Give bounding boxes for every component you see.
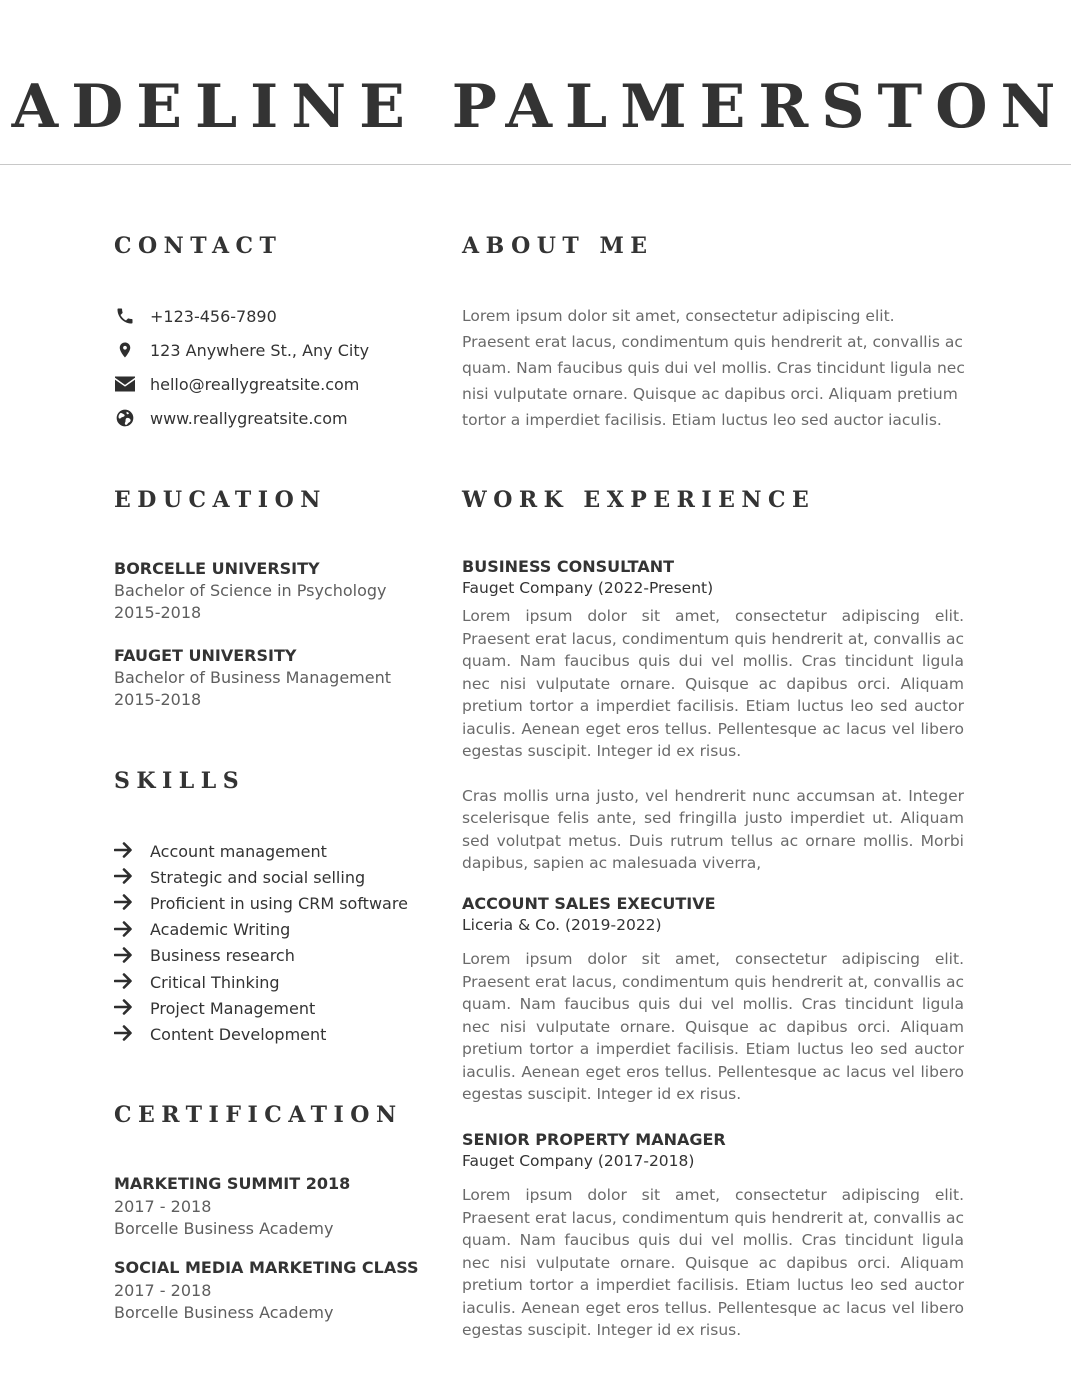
degree-text: Bachelor of Business Management	[114, 668, 392, 687]
job-entry	[462, 557, 964, 875]
education-years: 2015-2018	[114, 603, 202, 622]
envelope-icon	[114, 373, 136, 395]
job-title: ACCOUNT SALES EXECUTIVE	[462, 894, 716, 913]
job-title: BUSINESS CONSULTANT	[462, 557, 675, 576]
job-description: Lorem ipsum dolor sit amet, consectetur adipiscing elit. Praesent erat lacus, condimentum quis hendrerit at, convallis ac quam. Nam faucibus quis dui vel mollis. Cras tincidunt ligula nec nisi vulputate ornare. Quisque ac dapibus orci. Aliquam pretium tortor a imperdiet facilisis. Etiam luctus leo sed auctor iaculis. Aenean eget eros tellus. Pellentesque ac lacus vel libero egestas suscipit. Integer id ex risus.	[462, 1186, 964, 1339]
job-description: Lorem ipsum dolor sit amet, consectetur adipiscing elit. Praesent erat lacus, condimentum quis hendrerit at, convallis ac quam. Nam faucibus quis dui vel mollis. Cras tincidunt ligula nec nisi vulputate ornare. Quisque ac dapibus orci. Aliquam pretium tortor a imperdiet facilisis. Etiam luctus leo sed auctor iaculis. Aenean eget eros tellus. Pellentesque ac lacus vel libero egestas suscipit. Integer id ex risus.	[462, 950, 964, 1103]
contact-website	[114, 406, 348, 430]
contact-heading: CONTACT	[114, 233, 283, 259]
arrow-right-icon	[114, 998, 136, 1018]
job-company: Liceria & Co. (2019-2022)	[462, 916, 662, 934]
location-pin-icon	[114, 339, 136, 361]
phone-number[interactable]: +123-456-7890	[150, 306, 277, 326]
education-years: 2015-2018	[114, 690, 202, 709]
arrow-right-icon	[114, 972, 136, 992]
skill-label: Content Development	[150, 1024, 327, 1044]
arrow-right-icon	[114, 867, 136, 887]
skill-item	[114, 944, 295, 968]
school-name: FAUGET UNIVERSITY	[114, 646, 297, 665]
skill-item	[114, 865, 365, 889]
skill-label: Project Management	[150, 998, 316, 1018]
certification-item	[114, 1258, 419, 1324]
job-company: Fauget Company (2022-Present)	[462, 579, 714, 597]
job-entry	[462, 894, 964, 1106]
education-item	[114, 646, 391, 711]
skill-label: Strategic and social selling	[150, 867, 366, 887]
skill-label: Critical Thinking	[150, 972, 280, 992]
education-heading: EDUCATION	[114, 487, 327, 513]
website-link[interactable]: www.reallygreatsite.com	[150, 408, 348, 428]
address-text: 123 Anywhere St., Any City	[150, 340, 370, 360]
skills-heading: SKILLS	[114, 768, 246, 794]
contact-email	[114, 372, 359, 396]
certification-heading: CERTIFICATION	[114, 1102, 403, 1128]
education-item	[114, 559, 387, 624]
arrow-right-icon	[114, 946, 136, 966]
skill-item	[114, 996, 315, 1020]
arrow-right-icon	[114, 920, 136, 940]
skill-item	[114, 891, 408, 915]
contact-address	[114, 338, 369, 362]
header-divider	[0, 164, 1071, 165]
about-heading: ABOUT ME	[462, 233, 654, 259]
job-description: Lorem ipsum dolor sit amet, consectetur adipiscing elit. Praesent erat lacus, condimentum quis hendrerit at, convallis ac quam. Nam faucibus quis dui vel mollis. Cras tincidunt ligula nec nisi vulputate ornare. Quisque ac dapibus orci. Aliquam pretium tortor a imperdiet facilisis. Etiam luctus leo sed auctor iaculis. Aenean eget eros tellus. Pellentesque ac lacus vel libero egestas suscipit. Integer id ex risus.	[462, 607, 964, 760]
certification-item	[114, 1174, 350, 1240]
email-link[interactable]: hello@reallygreatsite.com	[150, 374, 360, 394]
certification-org: Borcelle Business Academy	[114, 1303, 334, 1322]
job-company: Fauget Company (2017-2018)	[462, 1152, 695, 1170]
skill-label: Academic Writing	[150, 920, 291, 940]
skill-item	[114, 918, 290, 942]
certification-title: MARKETING SUMMIT 2018	[114, 1174, 351, 1193]
skill-label: Business research	[150, 946, 295, 966]
contact-phone	[114, 304, 277, 328]
job-title: SENIOR PROPERTY MANAGER	[462, 1130, 726, 1149]
job-description: Cras mollis urna justo, vel hendrerit nunc accumsan at. Integer scelerisque felis ante, sed fringilla justo imperdiet ut. Aliquam sed volutpat metus. Duis rutrum tellus ac ornare mollis. Morbi dapibus, sapien ac malesuada viverra,	[462, 786, 964, 872]
skill-label: Account management	[150, 841, 327, 861]
phone-icon	[114, 305, 136, 327]
globe-icon	[114, 407, 136, 429]
resume-name: ADELINE PALMERSTON	[11, 72, 1069, 142]
skill-item	[114, 839, 327, 863]
certification-title: SOCIAL MEDIA MARKETING CLASS	[114, 1258, 419, 1277]
about-text: Lorem ipsum dolor sit amet, consectetur adipiscing elit. Praesent erat lacus, condimentum quis hendrerit at, convallis ac quam. Nam faucibus quis dui vel mollis. Cras tincidunt ligula nec nisi vulputate ornare. Quisque ac dapibus orci. Aliquam pretium tortor a imperdiet facilisis. Etiam luctus leo sed auctor iaculis.	[462, 307, 965, 429]
skill-item	[114, 970, 280, 994]
job-entry	[462, 1130, 964, 1342]
arrow-right-icon	[114, 893, 136, 913]
skill-item	[114, 1022, 326, 1046]
skill-label: Proficient in using CRM software	[150, 893, 408, 913]
certification-years: 2017 - 2018	[114, 1197, 212, 1216]
arrow-right-icon	[114, 1024, 136, 1044]
certification-org: Borcelle Business Academy	[114, 1219, 334, 1238]
arrow-right-icon	[114, 841, 136, 861]
degree-text: Bachelor of Science in Psychology	[114, 581, 387, 600]
school-name: BORCELLE UNIVERSITY	[114, 559, 320, 578]
work-heading: WORK EXPERIENCE	[462, 487, 816, 513]
certification-years: 2017 - 2018	[114, 1281, 212, 1300]
